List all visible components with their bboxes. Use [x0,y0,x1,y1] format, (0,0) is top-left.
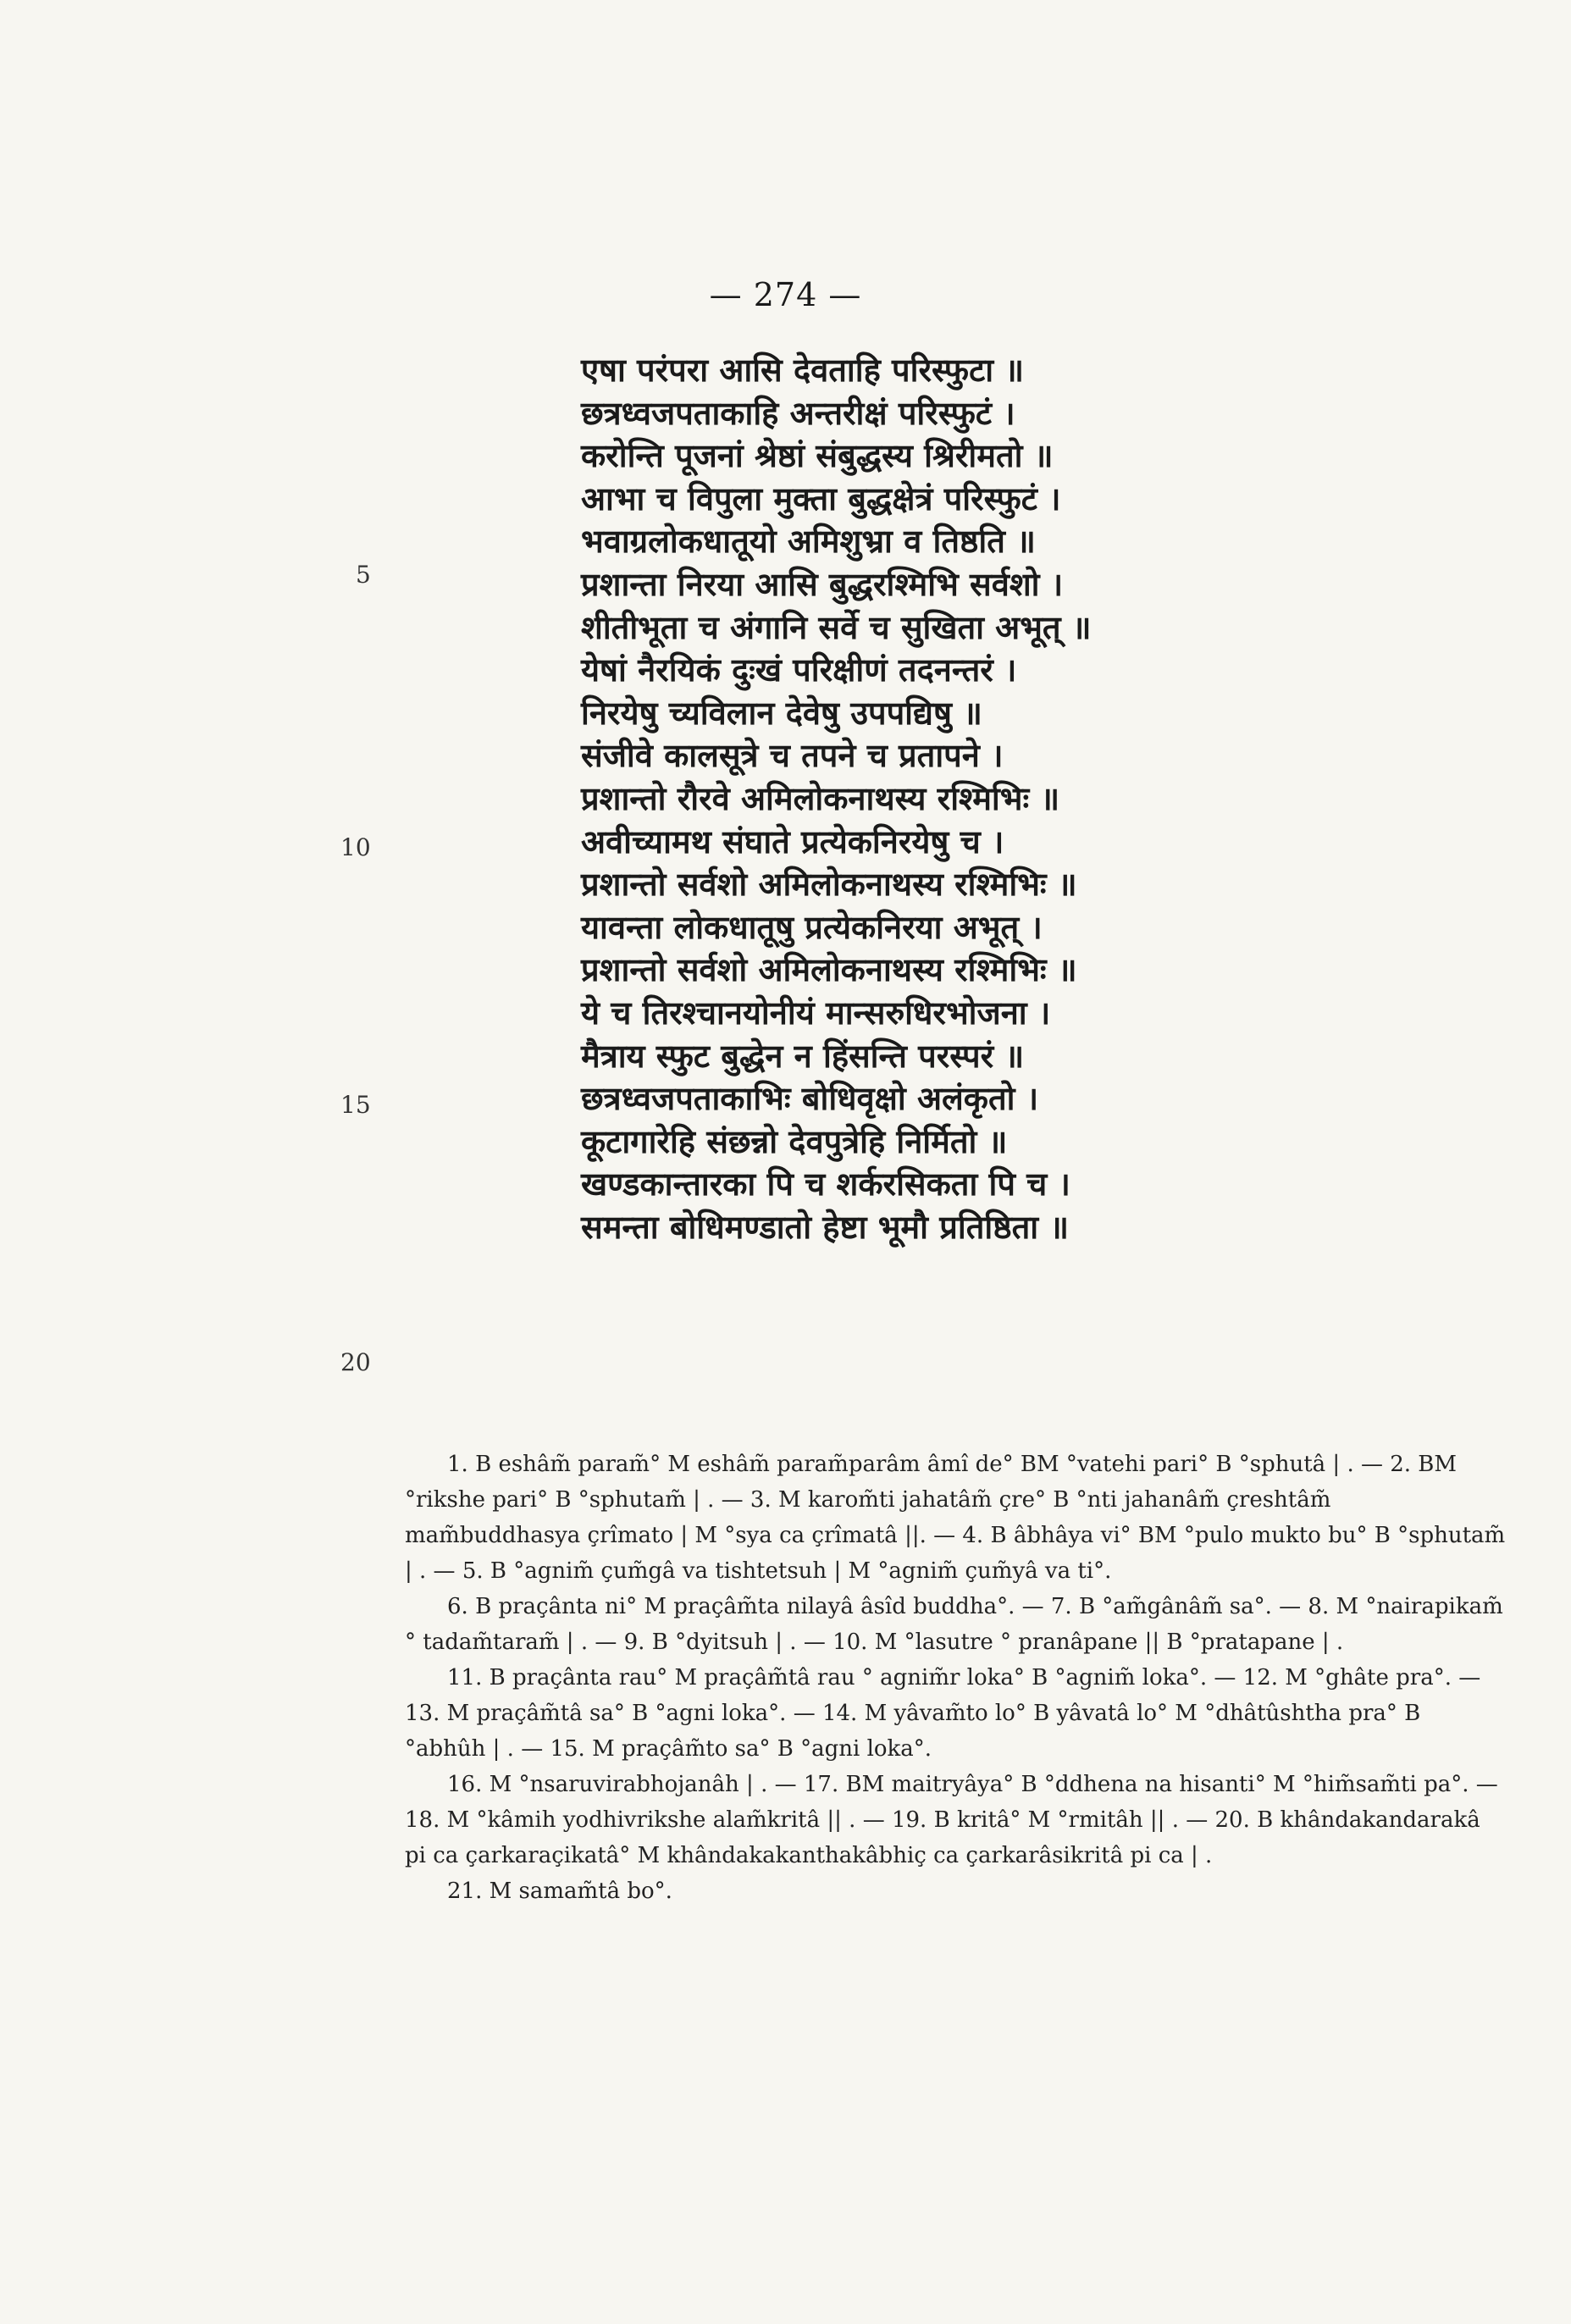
verse-line: एषा परंपरा आसि देवताहि परिस्फुटा ॥ [581,351,1025,389]
footnote-paragraph: 6. B praçânta ni° M praçâm̃ta nilayâ âsîd buddha°. — 7. B °am̃gânâm̃ sa°. — 8. M °nairapikam̃ ° tadam̃taram̃ | . — 9. B °dyitsuh | . — 10. M °lasutre ° pranâpane || B °pratapane | . [405,1594,1503,1655]
verse-line: यावन्ता लोकधातूषु प्रत्येकनिरया अभूत् । [581,908,1043,946]
footnote-paragraph: 11. B praçânta rau° M praçâm̃tâ rau ° agnim̃r loka° B °agnim̃ loka°. — 12. M °ghâte pra°. — 13. M praçâm̃tâ sa° B °agni loka°. — 14. M yâvam̃to lo° B yâvatâ lo° M °dhâtûshtha pra° B °abhûh | . — 15. M praçâm̃to sa° B °agni loka°. [405,1665,1481,1762]
verse-line: खण्डकान्तारका पि च शर्करसिकता पि च । [581,1165,1070,1204]
footnote-paragraph: 21. M samam̃tâ bo°. [447,1879,672,1904]
verse-line: प्रशान्तो सर्वशो अमिलोकनाथस्य रश्मिभिः ॥ [581,951,1077,989]
verse-line: प्रशान्तो सर्वशो अमिलोकनाथस्य रश्मिभिः ॥ [581,866,1077,904]
footnote-paragraph: 1. B eshâm̃ param̃° M eshâm̃ param̃parâm âmî de° BM °vatehi pari° B °sphutâ | . — 2. BM °rikshe pari° B °sphutam̃ | . — 3. M karom̃ti jahatâm̃ çre° B °nti jahanâm̃ çreshtâm̃ mam̃buddhasya çrîmato | M °sya ca çrîmatâ ||. — 4. B âbhâya vi° BM °pulo mukto bu° B °sphutam̃ | . — 5. B °agnim̃ çum̃gâ va tishtetsuh | M °agnim̃ çum̃yâ va ti°. [405,1452,1506,1584]
footnotes [405,1447,1506,1909]
page-number: — 274 — [709,276,862,313]
verse-line: छत्रध्वजपताकाभिः बोधिवृक्षो अलंकृतो । [581,1080,1039,1118]
line-number-20: 20 [340,1348,371,1376]
verse-line: भवाग्रलोकधातूयो अमिशुभ्रा व तिष्ठति ॥ [581,523,1036,561]
verse-line: प्रशान्ता निरया आसि बुद्धरश्मिभि सर्वशो । [581,565,1064,603]
verse-line: छत्रध्वजपताकाहि अन्तरीक्षं परिस्फुटं । [581,394,1015,432]
line-number-15: 15 [340,1091,371,1119]
verse-block [581,349,1513,1248]
verse-line: समन्ता बोधिमण्डातो हेष्टा भूमौ प्रतिष्ठिता ॥ [581,1208,1070,1246]
verse-line: मैत्राय स्फुट बुद्धेन न हिंसन्ति परस्परं ॥ [581,1037,1025,1075]
verse-line: शीतीभूता च अंगानि सर्वे च सुखिता अभूत् ॥ [581,608,1092,646]
verse-line: संजीवे कालसूत्रे च तपने च प्रतापने । [581,737,1004,775]
verse-line: अवीच्यामथ संघाते प्रत्येकनिरयेषु च । [581,822,1004,860]
verse-line: प्रशान्तो रौरवे अमिलोकनाथस्य रश्मिभिः ॥ [581,779,1060,817]
verse-line: करोन्ति पूजनां श्रेष्ठां संबुद्धस्य श्रिरीमतो ॥ [581,437,1054,475]
verse-line: ये च तिरश्चानयोनीयं मान्सरुधिरभोजना । [581,993,1051,1032]
line-number-10: 10 [340,833,371,861]
footnote-paragraph: 16. M °nsaruvirabhojanâh | . — 17. BM maitryâya° B °ddhena na hisanti° M °him̃sam̃ti pa°. — 18. M °kâmih yodhivrikshe alam̃kritâ || . — 19. B kritâ° M °rmitâh || . — 20. B khândakandarakâ pi ca çarkaraçikatâ° M khândakakanthakâbhiç ca çarkarâsikritâ pi ca | . [405,1772,1498,1868]
verse-line: येषां नैरयिकं दुःखं परिक्षीणं तदनन्तरं । [581,651,1017,689]
verse-line: निरयेषु च्यविलान देवेषु उपपद्यिषु ॥ [581,694,982,732]
verse-line: कूटागारेहि संछन्नो देवपुत्रेहि निर्मितो ॥ [581,1122,1008,1160]
line-number-5: 5 [356,561,371,589]
verse-line: आभा च विपुला मुक्ता बुद्धक्षेत्रं परिस्फुटं । [581,479,1061,517]
